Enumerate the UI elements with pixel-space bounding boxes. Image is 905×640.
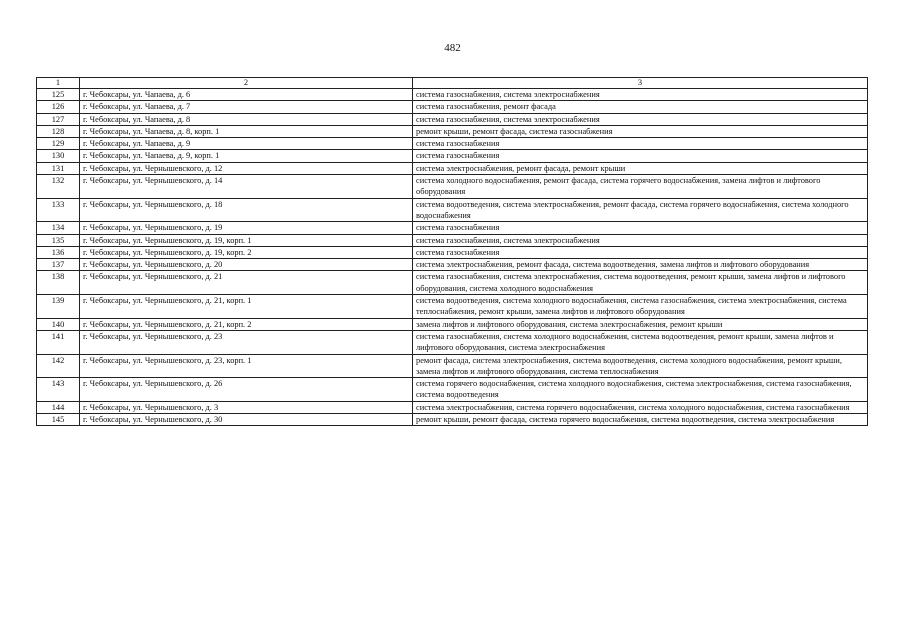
address-cell: г. Чебоксары, ул. Чапаева, д. 9: [80, 138, 413, 150]
row-number-cell: 125: [37, 89, 80, 101]
address-cell: г. Чебоксары, ул. Чернышевского, д. 30: [80, 414, 413, 426]
row-number-cell: 133: [37, 198, 80, 222]
table-row: [37, 125, 868, 137]
row-number-cell: 132: [37, 175, 80, 199]
row-number-cell: 143: [37, 378, 80, 402]
row-number-cell: 142: [37, 354, 80, 378]
address-cell: г. Чебоксары, ул. Чапаева, д. 8, корп. 1: [80, 125, 413, 137]
row-number-cell: 134: [37, 222, 80, 234]
address-cell: г. Чебоксары, ул. Чернышевского, д. 12: [80, 162, 413, 174]
header-row: [37, 78, 868, 89]
row-number-cell: 128: [37, 125, 80, 137]
table-row: [37, 101, 868, 113]
address-cell: г. Чебоксары, ул. Чернышевского, д. 26: [80, 378, 413, 402]
table-row: [37, 401, 868, 413]
row-number-cell: 144: [37, 401, 80, 413]
table-row: [37, 222, 868, 234]
table-row: [37, 138, 868, 150]
table-row: [37, 414, 868, 426]
row-number-cell: 135: [37, 234, 80, 246]
address-cell: г. Чебоксары, ул. Чернышевского, д. 21, корп. 2: [80, 318, 413, 330]
works-cell: система газоснабжения, система электроснабжения: [413, 89, 868, 101]
works-cell: система водоотведения, система холодного водоснабжения, система газоснабжения, система электроснабжения, система теплоснабжения, ремонт крыши, замена лифтов и лифтового оборудования: [413, 295, 868, 319]
works-cell: система газоснабжения: [413, 222, 868, 234]
table-row: [37, 198, 868, 222]
table-row: [37, 150, 868, 162]
table-row: [37, 246, 868, 258]
works-cell: система газоснабжения: [413, 246, 868, 258]
address-cell: г. Чебоксары, ул. Чапаева, д. 9, корп. 1: [80, 150, 413, 162]
address-cell: г. Чебоксары, ул. Чернышевского, д. 18: [80, 198, 413, 222]
row-number-cell: 141: [37, 330, 80, 354]
table-row: [37, 354, 868, 378]
works-cell: система водоотведения, система электроснабжения, ремонт фасада, система горячего водоснабжения, система холодного водоснабжения: [413, 198, 868, 222]
works-cell: ремонт крыши, ремонт фасада, система газоснабжения: [413, 125, 868, 137]
address-cell: г. Чебоксары, ул. Чапаева, д. 7: [80, 101, 413, 113]
address-cell: г. Чебоксары, ул. Чернышевского, д. 19, корп. 2: [80, 246, 413, 258]
works-cell: система газоснабжения, система электроснабжения, система водоотведения, ремонт крыши, замена лифтов и лифтового оборудования, система холодного водоснабжения: [413, 271, 868, 295]
table-row: [37, 330, 868, 354]
works-cell: система газоснабжения, ремонт фасада: [413, 101, 868, 113]
address-cell: г. Чебоксары, ул. Чернышевского, д. 23: [80, 330, 413, 354]
table-row: [37, 89, 868, 101]
page-number: 482: [444, 42, 461, 54]
row-number-cell: 137: [37, 259, 80, 271]
column-header-number: 1: [37, 78, 80, 89]
column-header-address: 2: [80, 78, 413, 89]
row-number-cell: 130: [37, 150, 80, 162]
row-number-cell: 126: [37, 101, 80, 113]
row-number-cell: 129: [37, 138, 80, 150]
works-cell: система газоснабжения: [413, 150, 868, 162]
row-number-cell: 136: [37, 246, 80, 258]
row-number-cell: 127: [37, 113, 80, 125]
table-row: [37, 259, 868, 271]
works-cell: система электроснабжения, система горячего водоснабжения, система холодного водоснабжения, система газоснабжения: [413, 401, 868, 413]
works-cell: замена лифтов и лифтового оборудования, система электроснабжения, ремонт крыши: [413, 318, 868, 330]
row-number-cell: 131: [37, 162, 80, 174]
row-number-cell: 140: [37, 318, 80, 330]
column-header-works: 3: [413, 78, 868, 89]
address-cell: г. Чебоксары, ул. Чапаева, д. 6: [80, 89, 413, 101]
address-cell: г. Чебоксары, ул. Чернышевского, д. 14: [80, 175, 413, 199]
table-row: [37, 295, 868, 319]
address-cell: г. Чебоксары, ул. Чернышевского, д. 21, корп. 1: [80, 295, 413, 319]
table-row: [37, 318, 868, 330]
works-cell: система холодного водоснабжения, ремонт фасада, система горячего водоснабжения, замена лифтов и лифтового оборудования: [413, 175, 868, 199]
address-cell: г. Чебоксары, ул. Чернышевского, д. 20: [80, 259, 413, 271]
address-cell: г. Чебоксары, ул. Чапаева, д. 8: [80, 113, 413, 125]
table-row: [37, 175, 868, 199]
works-cell: система электроснабжения, ремонт фасада, система водоотведения, замена лифтов и лифтового оборудования: [413, 259, 868, 271]
table-row: [37, 162, 868, 174]
address-cell: г. Чебоксары, ул. Чернышевского, д. 19: [80, 222, 413, 234]
row-number-cell: 139: [37, 295, 80, 319]
works-cell: система электроснабжения, ремонт фасада, ремонт крыши: [413, 162, 868, 174]
works-cell: система горячего водоснабжения, система холодного водоснабжения, система электроснабжения, система газоснабжения, система водоотведения: [413, 378, 868, 402]
works-cell: система газоснабжения, система электроснабжения: [413, 234, 868, 246]
address-cell: г. Чебоксары, ул. Чернышевского, д. 23, корп. 1: [80, 354, 413, 378]
works-cell: ремонт крыши, ремонт фасада, система горячего водоснабжения, система водоотведения, система электроснабжения: [413, 414, 868, 426]
table-row: [37, 271, 868, 295]
address-cell: г. Чебоксары, ул. Чернышевского, д. 19, корп. 1: [80, 234, 413, 246]
works-cell: система газоснабжения, система холодного водоснабжения, система водоотведения, ремонт крыши, замена лифтов и лифтового оборудования, система электроснабжения: [413, 330, 868, 354]
row-number-cell: 138: [37, 271, 80, 295]
works-cell: ремонт фасада, система электроснабжения, система водоотведения, система холодного водоснабжения, ремонт крыши, замена лифтов и лифтового оборудования, система теплоснабжения: [413, 354, 868, 378]
address-cell: г. Чебоксары, ул. Чернышевского, д. 21: [80, 271, 413, 295]
works-cell: система газоснабжения: [413, 138, 868, 150]
register-table-body: [37, 78, 868, 426]
row-number-cell: 145: [37, 414, 80, 426]
works-cell: система газоснабжения, система электроснабжения: [413, 113, 868, 125]
address-cell: г. Чебоксары, ул. Чернышевского, д. 3: [80, 401, 413, 413]
table-row: [37, 234, 868, 246]
register-table: [36, 77, 868, 426]
table-row: [37, 378, 868, 402]
table-row: [37, 113, 868, 125]
